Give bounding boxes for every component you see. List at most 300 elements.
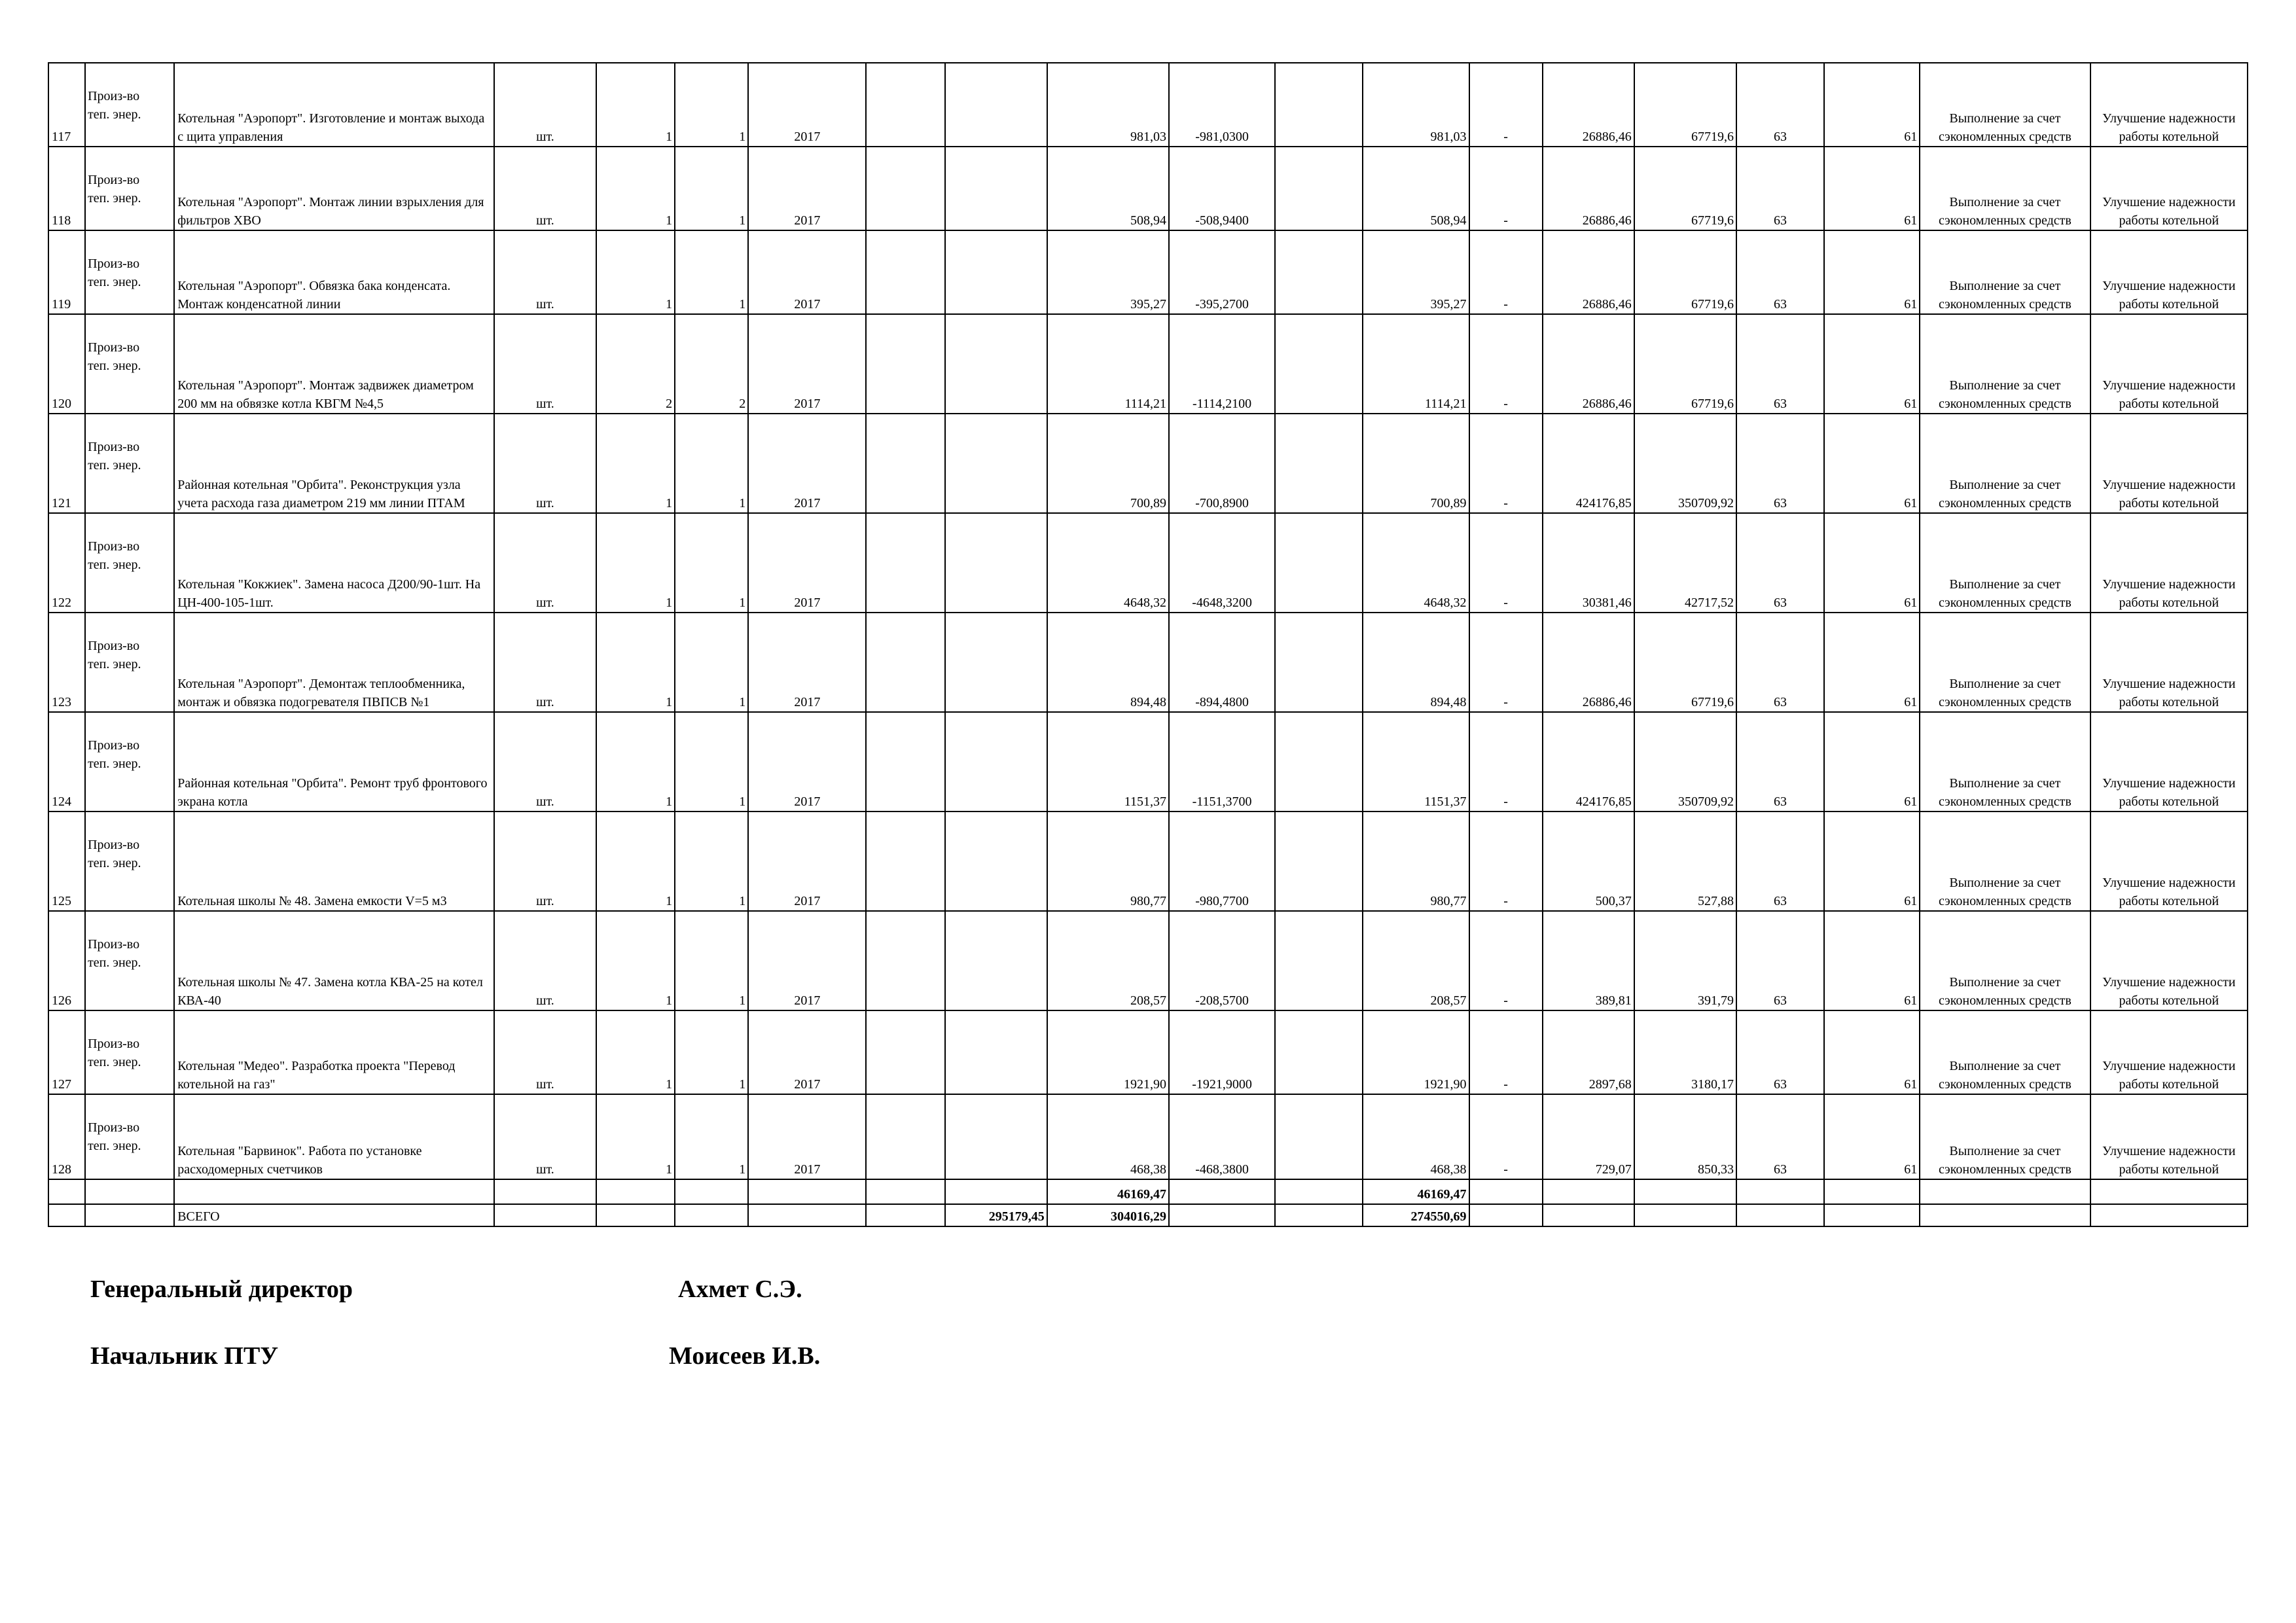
cell-type: Произ-во теп. энер. bbox=[85, 230, 174, 314]
cell-v2: -980,7700 bbox=[1169, 812, 1275, 911]
cell-p2: 350709,92 bbox=[1634, 712, 1736, 812]
cell-e2 bbox=[945, 414, 1047, 513]
cell-e3 bbox=[1275, 314, 1363, 414]
cell-year: 2017 bbox=[748, 314, 866, 414]
cell-k1: 63 bbox=[1736, 613, 1824, 712]
cell-e3 bbox=[1275, 63, 1363, 147]
cell-desc: Котельная школы № 48. Замена емкости V=5 м3 bbox=[174, 812, 494, 911]
cell-e2 bbox=[945, 63, 1047, 147]
table-row bbox=[48, 147, 2248, 230]
table-row bbox=[48, 1094, 2248, 1179]
cell-n: 118 bbox=[48, 147, 85, 230]
table-row bbox=[48, 712, 2248, 812]
subtotal-row-cell bbox=[1469, 1179, 1543, 1204]
cell-k1: 63 bbox=[1736, 911, 1824, 1010]
cell-e2 bbox=[945, 1010, 1047, 1094]
cell-v1: 468,38 bbox=[1047, 1094, 1169, 1179]
cell-type: Произ-во теп. энер. bbox=[85, 147, 174, 230]
cell-q1: 1 bbox=[596, 812, 675, 911]
cell-k2: 61 bbox=[1824, 812, 1920, 911]
cell-q1: 1 bbox=[596, 911, 675, 1010]
cell-desc: Котельная "Барвинок". Работа по установке расходомерных счетчиков bbox=[174, 1094, 494, 1179]
cell-v3: 1114,21 bbox=[1363, 314, 1469, 414]
cell-unit: шт. bbox=[494, 613, 596, 712]
cell-v1: 508,94 bbox=[1047, 147, 1169, 230]
cell-k2: 61 bbox=[1824, 712, 1920, 812]
cell-dash: - bbox=[1469, 911, 1543, 1010]
subtotal-row-cell bbox=[1169, 1179, 1275, 1204]
cell-p2: 391,79 bbox=[1634, 911, 1736, 1010]
pto-name: Моисеев И.В. bbox=[669, 1342, 821, 1370]
cell-v2: -700,8900 bbox=[1169, 414, 1275, 513]
cell-e1 bbox=[866, 230, 944, 314]
cell-e3 bbox=[1275, 230, 1363, 314]
total-row-cell bbox=[866, 1204, 944, 1226]
cell-unit: шт. bbox=[494, 1010, 596, 1094]
cell-k2: 61 bbox=[1824, 414, 1920, 513]
cell-e3 bbox=[1275, 613, 1363, 712]
cell-n: 121 bbox=[48, 414, 85, 513]
cell-k2: 61 bbox=[1824, 63, 1920, 147]
cell-q2: 1 bbox=[675, 1094, 748, 1179]
total-row-cell bbox=[1275, 1204, 1363, 1226]
cell-dash: - bbox=[1469, 1010, 1543, 1094]
cell-year: 2017 bbox=[748, 63, 866, 147]
cell-k2: 61 bbox=[1824, 911, 1920, 1010]
cell-n: 122 bbox=[48, 513, 85, 613]
subtotal-row-cell bbox=[1275, 1179, 1363, 1204]
total-row-cell bbox=[675, 1204, 748, 1226]
cell-n: 117 bbox=[48, 63, 85, 147]
cell-e3 bbox=[1275, 1094, 1363, 1179]
cell-p1: 26886,46 bbox=[1543, 314, 1634, 414]
total-row-cell: 295179,45 bbox=[945, 1204, 1047, 1226]
cell-p1: 500,37 bbox=[1543, 812, 1634, 911]
cell-e2 bbox=[945, 513, 1047, 613]
cell-p1: 26886,46 bbox=[1543, 147, 1634, 230]
cell-e1 bbox=[866, 812, 944, 911]
cell-e3 bbox=[1275, 1010, 1363, 1094]
cell-v3: 894,48 bbox=[1363, 613, 1469, 712]
cell-type: Произ-во теп. энер. bbox=[85, 314, 174, 414]
total-row-cell bbox=[1736, 1204, 1824, 1226]
cell-src: Выполнение за счет сэкономленных средств bbox=[1920, 1094, 2090, 1179]
cell-year: 2017 bbox=[748, 613, 866, 712]
subtotal-row-cell: 46169,47 bbox=[1363, 1179, 1469, 1204]
cell-type: Произ-во теп. энер. bbox=[85, 911, 174, 1010]
cell-q1: 1 bbox=[596, 414, 675, 513]
cell-v2: -981,0300 bbox=[1169, 63, 1275, 147]
cell-src: Выполнение за счет сэкономленных средств bbox=[1920, 147, 2090, 230]
cell-desc: Котельная школы № 47. Замена котла КВА-25 на котел КВА-40 bbox=[174, 911, 494, 1010]
table-row bbox=[48, 1010, 2248, 1094]
cell-e2 bbox=[945, 314, 1047, 414]
cell-src: Выполнение за счет сэкономленных средств bbox=[1920, 911, 2090, 1010]
cell-q2: 1 bbox=[675, 147, 748, 230]
cell-dash: - bbox=[1469, 613, 1543, 712]
table-row bbox=[48, 911, 2248, 1010]
cell-dash: - bbox=[1469, 414, 1543, 513]
cell-type: Произ-во теп. энер. bbox=[85, 1094, 174, 1179]
cell-v1: 894,48 bbox=[1047, 613, 1169, 712]
cell-unit: шт. bbox=[494, 314, 596, 414]
table-row bbox=[48, 513, 2248, 613]
cell-e2 bbox=[945, 230, 1047, 314]
cell-k2: 61 bbox=[1824, 513, 1920, 613]
cell-unit: шт. bbox=[494, 712, 596, 812]
cell-desc: Котельная "Аэропорт". Демонтаж теплообменника, монтаж и обвязка подогревателя ПВПСВ №1 bbox=[174, 613, 494, 712]
cell-v3: 208,57 bbox=[1363, 911, 1469, 1010]
cell-desc: Котельная "Аэропорт". Обвязка бака конденсата. Монтаж конденсатной линии bbox=[174, 230, 494, 314]
cell-type: Произ-во теп. энер. bbox=[85, 712, 174, 812]
cell-year: 2017 bbox=[748, 712, 866, 812]
director-title: Генеральный директор bbox=[90, 1275, 353, 1303]
cell-type: Произ-во теп. энер. bbox=[85, 613, 174, 712]
cell-q1: 1 bbox=[596, 613, 675, 712]
cell-unit: шт. bbox=[494, 147, 596, 230]
cell-src: Выполнение за счет сэкономленных средств bbox=[1920, 613, 2090, 712]
table-row bbox=[48, 63, 2248, 147]
cell-year: 2017 bbox=[748, 1010, 866, 1094]
cell-dash: - bbox=[1469, 314, 1543, 414]
cell-k1: 63 bbox=[1736, 314, 1824, 414]
cell-k2: 61 bbox=[1824, 147, 1920, 230]
cell-v2: -1114,2100 bbox=[1169, 314, 1275, 414]
cell-v1: 208,57 bbox=[1047, 911, 1169, 1010]
cell-year: 2017 bbox=[748, 230, 866, 314]
cell-unit: шт. bbox=[494, 63, 596, 147]
cell-k1: 63 bbox=[1736, 147, 1824, 230]
cell-v2: -1151,3700 bbox=[1169, 712, 1275, 812]
subtotal-row-cell bbox=[748, 1179, 866, 1204]
subtotal-row-cell bbox=[174, 1179, 494, 1204]
total-row-cell: ВСЕГО bbox=[174, 1204, 494, 1226]
cell-v2: -1921,9000 bbox=[1169, 1010, 1275, 1094]
total-row-cell bbox=[48, 1204, 85, 1226]
total-row-cell bbox=[1543, 1204, 1634, 1226]
cell-goal: Улучшение надежности работы котельной bbox=[2090, 613, 2248, 712]
cell-v1: 1114,21 bbox=[1047, 314, 1169, 414]
cell-p2: 67719,6 bbox=[1634, 147, 1736, 230]
cell-goal: Улучшение надежности работы котельной bbox=[2090, 513, 2248, 613]
cell-unit: шт. bbox=[494, 1094, 596, 1179]
cell-year: 2017 bbox=[748, 1094, 866, 1179]
total-row-cell: 274550,69 bbox=[1363, 1204, 1469, 1226]
cell-src: Выполнение за счет сэкономленных средств bbox=[1920, 314, 2090, 414]
subtotal-row-cell bbox=[2090, 1179, 2248, 1204]
cell-q2: 1 bbox=[675, 1010, 748, 1094]
total-row-cell bbox=[2090, 1204, 2248, 1226]
cell-desc: Котельная "Аэропорт". Монтаж линии взрыхления для фильтров ХВО bbox=[174, 147, 494, 230]
cell-q2: 1 bbox=[675, 613, 748, 712]
cell-k1: 63 bbox=[1736, 812, 1824, 911]
table-row bbox=[48, 812, 2248, 911]
cell-v3: 700,89 bbox=[1363, 414, 1469, 513]
cell-src: Выполнение за счет сэкономленных средств bbox=[1920, 1010, 2090, 1094]
cell-year: 2017 bbox=[748, 147, 866, 230]
cell-v1: 1151,37 bbox=[1047, 712, 1169, 812]
total-row-cell bbox=[1920, 1204, 2090, 1226]
cell-p1: 26886,46 bbox=[1543, 63, 1634, 147]
cell-n: 128 bbox=[48, 1094, 85, 1179]
cell-p1: 424176,85 bbox=[1543, 414, 1634, 513]
cell-e1 bbox=[866, 1094, 944, 1179]
cell-p2: 350709,92 bbox=[1634, 414, 1736, 513]
cell-p2: 42717,52 bbox=[1634, 513, 1736, 613]
cell-q1: 2 bbox=[596, 314, 675, 414]
cell-v1: 980,77 bbox=[1047, 812, 1169, 911]
cell-p1: 30381,46 bbox=[1543, 513, 1634, 613]
cell-q2: 2 bbox=[675, 314, 748, 414]
cell-v2: -894,4800 bbox=[1169, 613, 1275, 712]
cell-v1: 981,03 bbox=[1047, 63, 1169, 147]
cell-goal: Улучшение надежности работы котельной bbox=[2090, 812, 2248, 911]
table-row bbox=[48, 314, 2248, 414]
subtotal-row-cell bbox=[1543, 1179, 1634, 1204]
cell-v3: 1921,90 bbox=[1363, 1010, 1469, 1094]
cell-year: 2017 bbox=[748, 812, 866, 911]
cell-unit: шт. bbox=[494, 911, 596, 1010]
cell-k2: 61 bbox=[1824, 230, 1920, 314]
cell-src: Выполнение за счет сэкономленных средств bbox=[1920, 712, 2090, 812]
cell-p1: 729,07 bbox=[1543, 1094, 1634, 1179]
subtotal-row-cell bbox=[85, 1179, 174, 1204]
cell-e3 bbox=[1275, 911, 1363, 1010]
cell-type: Произ-во теп. энер. bbox=[85, 414, 174, 513]
cell-e1 bbox=[866, 911, 944, 1010]
cell-v1: 4648,32 bbox=[1047, 513, 1169, 613]
subtotal-row-cell bbox=[945, 1179, 1047, 1204]
cell-src: Выполнение за счет сэкономленных средств bbox=[1920, 414, 2090, 513]
cell-n: 126 bbox=[48, 911, 85, 1010]
table-row bbox=[48, 613, 2248, 712]
cell-year: 2017 bbox=[748, 414, 866, 513]
cell-e2 bbox=[945, 712, 1047, 812]
cell-n: 125 bbox=[48, 812, 85, 911]
cell-k1: 63 bbox=[1736, 513, 1824, 613]
cell-v3: 1151,37 bbox=[1363, 712, 1469, 812]
cell-year: 2017 bbox=[748, 513, 866, 613]
cell-goal: Улучшение надежности работы котельной bbox=[2090, 712, 2248, 812]
cell-goal: Улучшение надежности работы котельной bbox=[2090, 1010, 2248, 1094]
subtotal-row-cell bbox=[1634, 1179, 1736, 1204]
cell-q2: 1 bbox=[675, 414, 748, 513]
cell-v2: -508,9400 bbox=[1169, 147, 1275, 230]
cell-goal: Улучшение надежности работы котельной bbox=[2090, 314, 2248, 414]
total-row-cell bbox=[596, 1204, 675, 1226]
cell-q1: 1 bbox=[596, 1010, 675, 1094]
investment-table bbox=[48, 62, 2248, 1227]
total-row-cell bbox=[748, 1204, 866, 1226]
cell-q1: 1 bbox=[596, 230, 675, 314]
cell-dash: - bbox=[1469, 1094, 1543, 1179]
cell-dash: - bbox=[1469, 63, 1543, 147]
cell-p1: 424176,85 bbox=[1543, 712, 1634, 812]
cell-k1: 63 bbox=[1736, 1010, 1824, 1094]
cell-v3: 980,77 bbox=[1363, 812, 1469, 911]
cell-q1: 1 bbox=[596, 513, 675, 613]
cell-q1: 1 bbox=[596, 1094, 675, 1179]
cell-unit: шт. bbox=[494, 812, 596, 911]
subtotal-row-cell bbox=[866, 1179, 944, 1204]
cell-p2: 850,33 bbox=[1634, 1094, 1736, 1179]
subtotal-row-cell bbox=[1920, 1179, 2090, 1204]
cell-q2: 1 bbox=[675, 513, 748, 613]
cell-dash: - bbox=[1469, 147, 1543, 230]
table-row bbox=[48, 414, 2248, 513]
cell-k2: 61 bbox=[1824, 1094, 1920, 1179]
cell-q1: 1 bbox=[596, 712, 675, 812]
cell-v1: 1921,90 bbox=[1047, 1010, 1169, 1094]
cell-k1: 63 bbox=[1736, 1094, 1824, 1179]
subtotal-row bbox=[48, 1179, 2248, 1204]
cell-type: Произ-во теп. энер. bbox=[85, 513, 174, 613]
cell-type: Произ-во теп. энер. bbox=[85, 812, 174, 911]
cell-p1: 389,81 bbox=[1543, 911, 1634, 1010]
cell-desc: Районная котельная "Орбита". Реконструкция узла учета расхода газа диаметром 219 мм линии ПТАМ bbox=[174, 414, 494, 513]
cell-desc: Котельная "Кокжиек". Замена насоса Д200/90-1шт. На ЦН-400-105-1шт. bbox=[174, 513, 494, 613]
cell-v2: -208,5700 bbox=[1169, 911, 1275, 1010]
cell-p2: 3180,17 bbox=[1634, 1010, 1736, 1094]
cell-src: Выполнение за счет сэкономленных средств bbox=[1920, 513, 2090, 613]
cell-v3: 981,03 bbox=[1363, 63, 1469, 147]
subtotal-row-cell bbox=[675, 1179, 748, 1204]
cell-e1 bbox=[866, 147, 944, 230]
cell-e1 bbox=[866, 1010, 944, 1094]
cell-v3: 468,38 bbox=[1363, 1094, 1469, 1179]
cell-goal: Улучшение надежности работы котельной bbox=[2090, 147, 2248, 230]
total-row-cell bbox=[1824, 1204, 1920, 1226]
cell-e3 bbox=[1275, 147, 1363, 230]
table-body bbox=[48, 63, 2248, 1226]
cell-k2: 61 bbox=[1824, 1010, 1920, 1094]
cell-p2: 67719,6 bbox=[1634, 63, 1736, 147]
cell-q2: 1 bbox=[675, 712, 748, 812]
subtotal-row-cell bbox=[1824, 1179, 1920, 1204]
cell-v3: 4648,32 bbox=[1363, 513, 1469, 613]
cell-goal: Улучшение надежности работы котельной bbox=[2090, 63, 2248, 147]
cell-e3 bbox=[1275, 513, 1363, 613]
cell-p2: 527,88 bbox=[1634, 812, 1736, 911]
cell-p2: 67719,6 bbox=[1634, 613, 1736, 712]
cell-e1 bbox=[866, 513, 944, 613]
cell-year: 2017 bbox=[748, 911, 866, 1010]
cell-e2 bbox=[945, 1094, 1047, 1179]
total-row-cell: 304016,29 bbox=[1047, 1204, 1169, 1226]
total-row-cell bbox=[1469, 1204, 1543, 1226]
total-row-cell bbox=[85, 1204, 174, 1226]
cell-e3 bbox=[1275, 812, 1363, 911]
cell-k2: 61 bbox=[1824, 613, 1920, 712]
cell-goal: Улучшение надежности работы котельной bbox=[2090, 414, 2248, 513]
cell-q2: 1 bbox=[675, 911, 748, 1010]
cell-dash: - bbox=[1469, 513, 1543, 613]
cell-dash: - bbox=[1469, 230, 1543, 314]
cell-p1: 26886,46 bbox=[1543, 613, 1634, 712]
director-name: Ахмет С.Э. bbox=[678, 1275, 802, 1303]
cell-q1: 1 bbox=[596, 63, 675, 147]
cell-v2: -468,3800 bbox=[1169, 1094, 1275, 1179]
table-row bbox=[48, 230, 2248, 314]
cell-e3 bbox=[1275, 414, 1363, 513]
cell-desc: Котельная "Медео". Разработка проекта "Перевод котельной на газ" bbox=[174, 1010, 494, 1094]
cell-q2: 1 bbox=[675, 63, 748, 147]
total-row-cell bbox=[1634, 1204, 1736, 1226]
cell-goal: Улучшение надежности работы котельной bbox=[2090, 911, 2248, 1010]
cell-k1: 63 bbox=[1736, 414, 1824, 513]
cell-v1: 395,27 bbox=[1047, 230, 1169, 314]
cell-n: 120 bbox=[48, 314, 85, 414]
cell-src: Выполнение за счет сэкономленных средств bbox=[1920, 63, 2090, 147]
cell-unit: шт. bbox=[494, 513, 596, 613]
cell-n: 124 bbox=[48, 712, 85, 812]
cell-q2: 1 bbox=[675, 812, 748, 911]
cell-type: Произ-во теп. энер. bbox=[85, 1010, 174, 1094]
subtotal-row-cell bbox=[596, 1179, 675, 1204]
pto-title: Начальник ПТУ bbox=[90, 1342, 279, 1370]
cell-n: 119 bbox=[48, 230, 85, 314]
cell-desc: Котельная "Аэропорт". Монтаж задвижек диаметром 200 мм на обвязке котла КВГМ №4,5 bbox=[174, 314, 494, 414]
cell-dash: - bbox=[1469, 712, 1543, 812]
subtotal-row-cell bbox=[1736, 1179, 1824, 1204]
cell-p1: 26886,46 bbox=[1543, 230, 1634, 314]
cell-e1 bbox=[866, 314, 944, 414]
cell-e2 bbox=[945, 147, 1047, 230]
cell-e2 bbox=[945, 812, 1047, 911]
cell-v2: -4648,3200 bbox=[1169, 513, 1275, 613]
cell-n: 127 bbox=[48, 1010, 85, 1094]
cell-v2: -395,2700 bbox=[1169, 230, 1275, 314]
cell-e2 bbox=[945, 911, 1047, 1010]
cell-v3: 508,94 bbox=[1363, 147, 1469, 230]
cell-type: Произ-во теп. энер. bbox=[85, 63, 174, 147]
subtotal-row-cell: 46169,47 bbox=[1047, 1179, 1169, 1204]
cell-desc: Районная котельная "Орбита". Ремонт труб фронтового экрана котла bbox=[174, 712, 494, 812]
cell-e3 bbox=[1275, 712, 1363, 812]
total-row-cell bbox=[1169, 1204, 1275, 1226]
cell-p2: 67719,6 bbox=[1634, 230, 1736, 314]
cell-e1 bbox=[866, 414, 944, 513]
cell-n: 123 bbox=[48, 613, 85, 712]
cell-e2 bbox=[945, 613, 1047, 712]
cell-unit: шт. bbox=[494, 230, 596, 314]
cell-e1 bbox=[866, 712, 944, 812]
cell-e1 bbox=[866, 613, 944, 712]
cell-goal: Улучшение надежности работы котельной bbox=[2090, 230, 2248, 314]
cell-dash: - bbox=[1469, 812, 1543, 911]
cell-k2: 61 bbox=[1824, 314, 1920, 414]
cell-src: Выполнение за счет сэкономленных средств bbox=[1920, 230, 2090, 314]
cell-unit: шт. bbox=[494, 414, 596, 513]
cell-q1: 1 bbox=[596, 147, 675, 230]
cell-goal: Улучшение надежности работы котельной bbox=[2090, 1094, 2248, 1179]
cell-p2: 67719,6 bbox=[1634, 314, 1736, 414]
cell-desc: Котельная "Аэропорт". Изготовление и монтаж выхода с щита управления bbox=[174, 63, 494, 147]
cell-v1: 700,89 bbox=[1047, 414, 1169, 513]
subtotal-row-cell bbox=[48, 1179, 85, 1204]
cell-k1: 63 bbox=[1736, 230, 1824, 314]
cell-p1: 2897,68 bbox=[1543, 1010, 1634, 1094]
cell-src: Выполнение за счет сэкономленных средств bbox=[1920, 812, 2090, 911]
cell-k1: 63 bbox=[1736, 63, 1824, 147]
subtotal-row-cell bbox=[494, 1179, 596, 1204]
cell-k1: 63 bbox=[1736, 712, 1824, 812]
cell-e1 bbox=[866, 63, 944, 147]
total-row-cell bbox=[494, 1204, 596, 1226]
total-row bbox=[48, 1204, 2248, 1226]
cell-v3: 395,27 bbox=[1363, 230, 1469, 314]
cell-q2: 1 bbox=[675, 230, 748, 314]
